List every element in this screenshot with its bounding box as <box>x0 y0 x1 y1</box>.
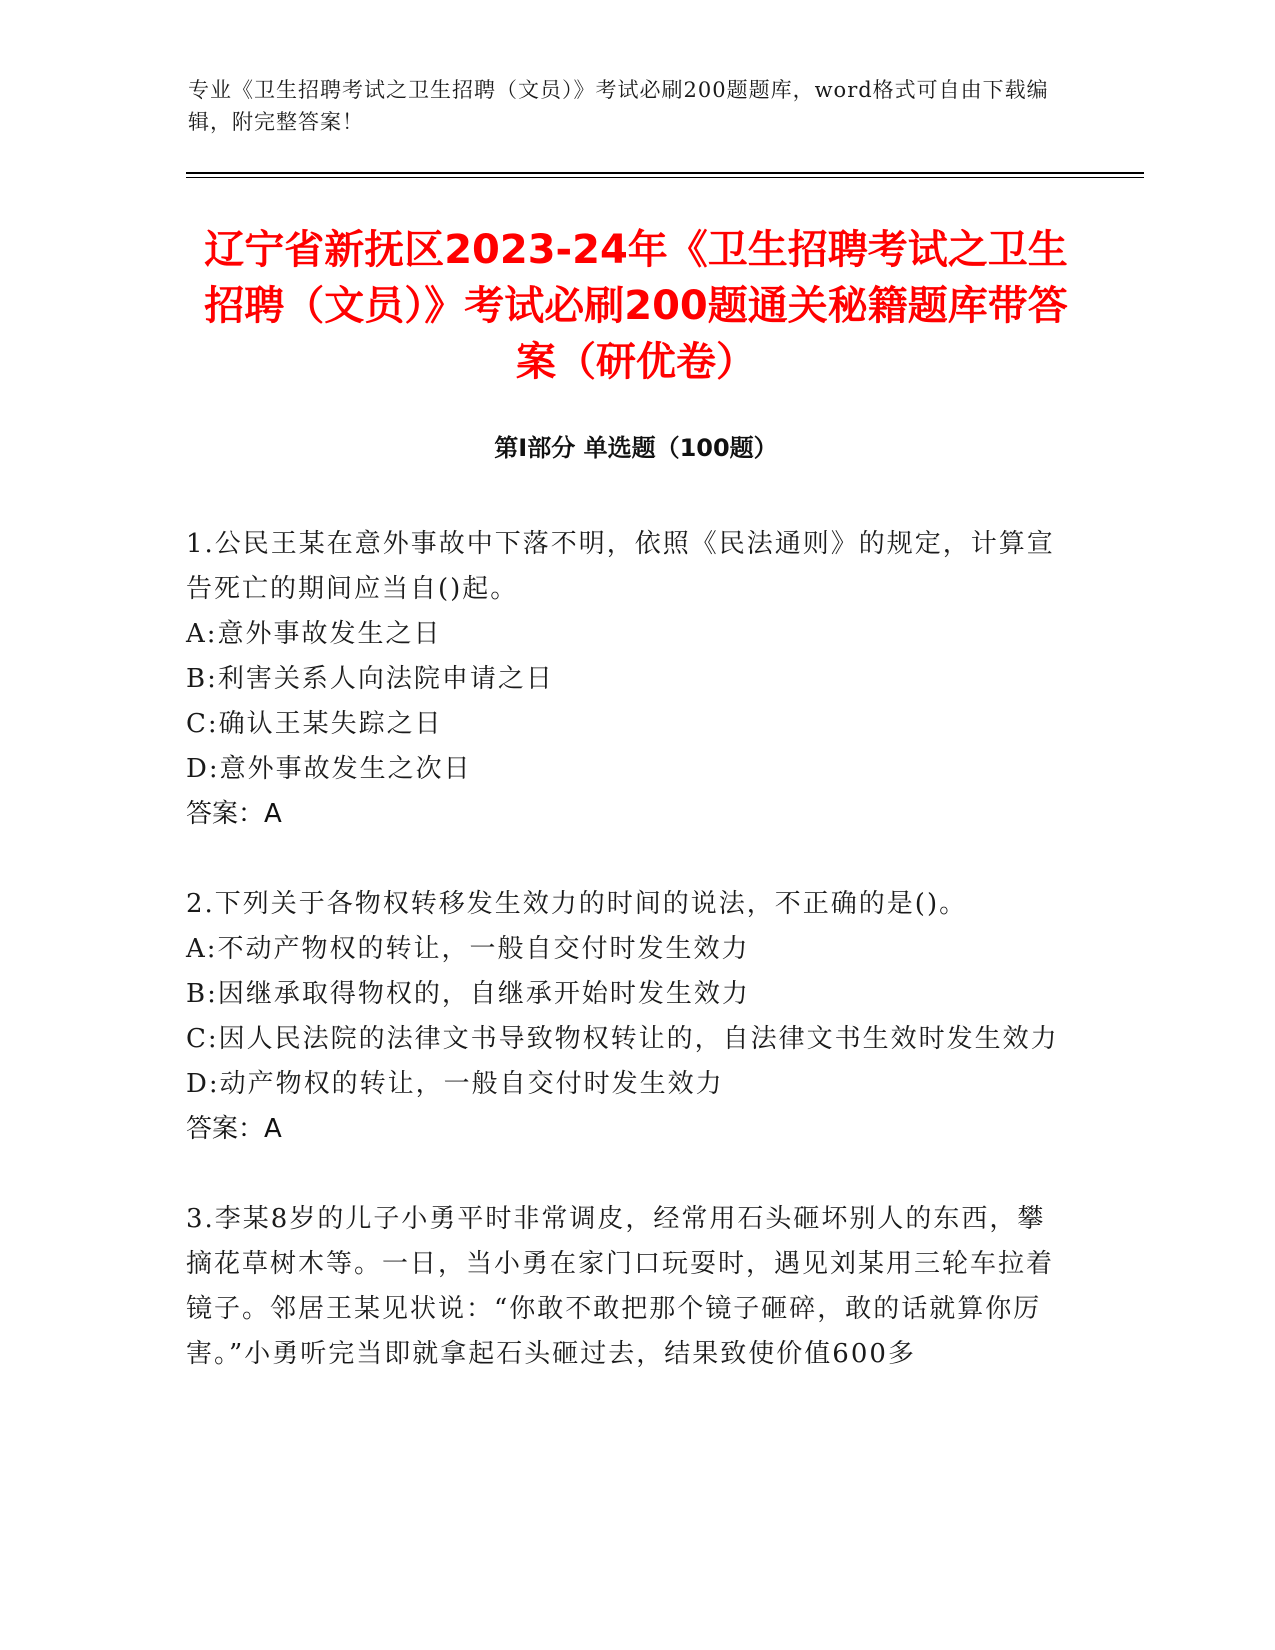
header-divider <box>186 172 1144 178</box>
divider-thin-line <box>186 177 1144 178</box>
option-b: B:利害关系人向法院申请之日 <box>186 664 554 694</box>
answer-line: 答案：A <box>186 1114 282 1144</box>
divider-thick-line <box>186 172 1144 174</box>
option-a: A:意外事故发生之日 <box>186 619 442 649</box>
option-d: D:动产物权的转让，一般自交付时发生效力 <box>186 1069 724 1099</box>
document-title: 辽宁省新抚区2023-24年《卫生招聘考试之卫生招聘（文员）》考试必刷200题通关秘籍题库带答案（研优卷） <box>204 227 1068 385</box>
option-a: A:不动产物权的转让，一般自交付时发生效力 <box>186 934 750 964</box>
question-item <box>186 1197 1066 1377</box>
option-c: C:确认王某失踪之日 <box>186 709 443 739</box>
option-b: B:因继承取得物权的，自继承开始时发生效力 <box>186 979 750 1009</box>
question-list <box>186 522 1066 1422</box>
question-stem: 3.李某8岁的儿子小勇平时非常调皮，经常用石头砸坏别人的东西，攀摘花草树木等。一日，当小勇在家门口玩耍时，遇见刘某用三轮车拉着镜子。邻居王某见状说：“你敢不敢把那个镜子砸碎，敢的话就算你厉害。”小勇听完当即就拿起石头砸过去，结果致使价值600多 <box>186 1204 1055 1369</box>
section-heading: 第I部分 单选题（100题） <box>494 434 778 462</box>
question-item <box>186 522 1066 837</box>
question-stem: 1.公民王某在意外事故中下落不明，依照《民法通则》的规定，计算宣告死亡的期间应当自()起。 <box>186 529 1055 604</box>
header-note: 专业《卫生招聘考试之卫生招聘（文员）》考试必刷200题题库，word格式可自由下载编辑，附完整答案！ <box>188 78 1049 134</box>
question-stem: 2.下列关于各物权转移发生效力的时间的说法，不正确的是()。 <box>186 889 968 919</box>
option-c: C:因人民法院的法律文书导致物权转让的，自法律文书生效时发生效力 <box>186 1024 1059 1054</box>
answer-line: 答案：A <box>186 799 282 829</box>
option-d: D:意外事故发生之次日 <box>186 754 472 784</box>
question-item <box>186 882 1066 1152</box>
